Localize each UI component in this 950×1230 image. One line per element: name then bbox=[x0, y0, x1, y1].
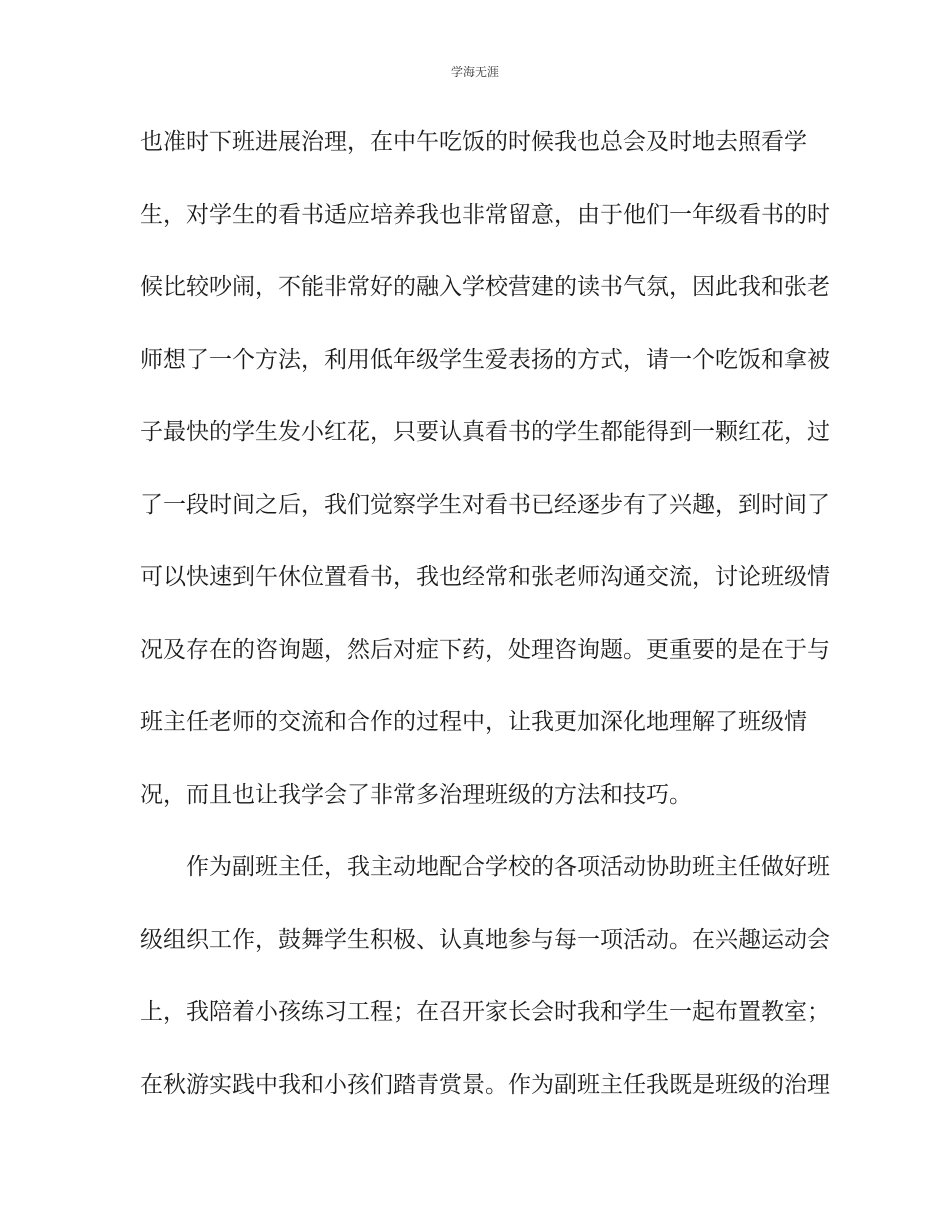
text-line: 况，而且也让我学会了非常多治理班级的方法和技巧。 bbox=[140, 781, 692, 808]
text-line: 级组织工作，鼓舞学生积极、认真地参与每一项活动。在兴趣运动会 bbox=[140, 926, 830, 953]
text-line: 可以快速到午休位置看书，我也经常和张老师沟通交流，讨论班级情 bbox=[140, 564, 830, 590]
text-line: 也准时下班进展治理，在中午吃饭的时候我也总会及时地去照看学 bbox=[140, 129, 807, 155]
page-header: 学海无涯 bbox=[450, 65, 499, 79]
document-body bbox=[140, 120, 830, 1135]
text-line: 班主任老师的交流和合作的过程中，让我更加深化地理解了班级情 bbox=[140, 709, 807, 735]
text-line: 候比较吵闹，不能非常好的融入学校营建的读书气氛，因此我和张老 bbox=[140, 274, 830, 300]
text-line: 师想了一个方法，利用低年级学生爱表扬的方式，请一个吃饭和拿被 bbox=[140, 346, 830, 373]
text-line: 上，我陪着小孩练习工程；在召开家长会时我和学生一起布置教室； bbox=[140, 999, 830, 1025]
text-line: 子最快的学生发小红花，只要认真看书的学生都能得到一颗红花，过 bbox=[140, 419, 830, 445]
text-line: 了一段时间之后，我们觉察学生对看书已经逐步有了兴趣，到时间了 bbox=[140, 491, 830, 518]
text-line: 况及存在的咨询题，然后对症下药，处理咨询题。更重要的是在于与 bbox=[140, 636, 830, 663]
text-line: 生，对学生的看书适应培养我也非常留意，由于他们一年级看书的时 bbox=[140, 201, 830, 228]
text-line: 在秋游实践中我和小孩们踏青赏景。作为副班主任我既是班级的治理 bbox=[140, 1071, 830, 1098]
paragraph-start-line: 作为副班主任，我主动地配合学校的各项活动协助班主任做好班 bbox=[186, 854, 830, 880]
